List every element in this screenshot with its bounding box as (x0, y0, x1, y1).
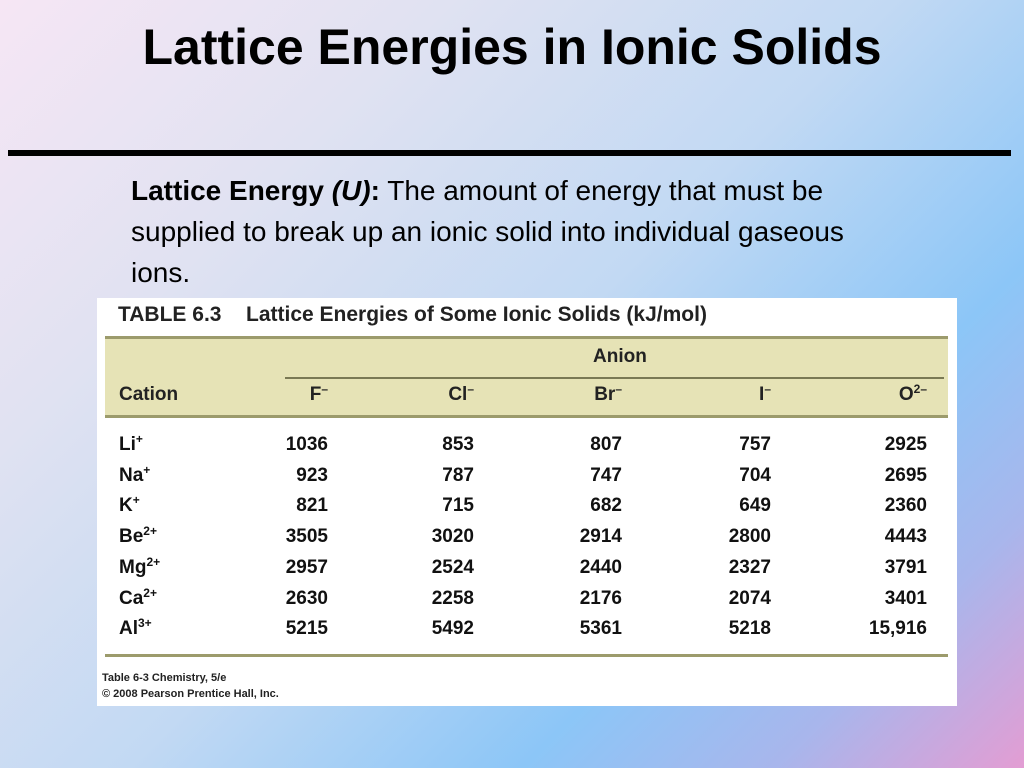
table-row (97, 434, 957, 464)
definition-term: Lattice Energy (131, 175, 332, 206)
anion-column-header (414, 384, 474, 406)
table-row (97, 618, 957, 648)
cation-cell (119, 462, 151, 487)
lattice-energy-cell: 715 (442, 495, 474, 517)
definition-body: The amount of energy that must be supplied to break up an ionic solid into individual gaseous ions. (131, 175, 844, 288)
lattice-energy-cell: 853 (442, 434, 474, 455)
lattice-energy-cell: 821 (296, 495, 328, 517)
cation-symbol: K (119, 495, 133, 517)
lattice-energy-cell: 2524 (431, 556, 474, 578)
anion-column-header (562, 384, 622, 406)
lattice-energy-cell: 682 (590, 495, 622, 517)
cation-symbol: Mg (119, 556, 147, 578)
definition-symbol: (U) (331, 175, 371, 206)
anion-symbol: Br (594, 384, 616, 405)
table-bottom-rule (105, 654, 948, 657)
cation-charge: + (132, 493, 140, 508)
cation-cell (119, 495, 140, 517)
cation-charge: 2+ (146, 554, 161, 569)
lattice-energy-cell: 4443 (884, 526, 927, 548)
lattice-energy-cell: 3791 (884, 556, 927, 578)
cation-charge: 3+ (138, 616, 152, 631)
lattice-energy-cell: 2957 (285, 556, 328, 578)
lattice-energy-cell: 2074 (728, 587, 771, 609)
lattice-energy-cell: 923 (296, 464, 328, 486)
lattice-energy-cell: 2360 (884, 495, 927, 517)
lattice-energy-cell: 5361 (579, 618, 622, 640)
lattice-energy-cell: 1036 (285, 434, 328, 455)
cation-cell (119, 618, 152, 640)
cation-charge: + (135, 432, 143, 446)
lattice-energy-cell: 5492 (431, 618, 474, 640)
lattice-energy-cell: 3505 (285, 526, 328, 548)
table-credit-line1: Table 6-3 Chemistry, 5/e (102, 672, 227, 684)
lattice-energy-cell: 704 (739, 464, 771, 486)
lattice-energy-cell: 3020 (431, 526, 474, 548)
cation-charge: 2+ (143, 585, 157, 600)
definition-text (131, 170, 871, 293)
lattice-energy-cell: 2800 (728, 526, 771, 548)
table-credit-line2: © 2008 Pearson Prentice Hall, Inc. (102, 688, 279, 700)
cation-symbol: Na (119, 464, 144, 486)
cation-header: Cation (119, 384, 179, 405)
table-caption (118, 303, 707, 327)
anion-column-header (268, 384, 328, 406)
lattice-energy-cell: 2630 (285, 587, 328, 609)
lattice-energy-cell: 5215 (285, 618, 328, 640)
lattice-energy-cell: 787 (442, 464, 474, 486)
table-row (97, 585, 957, 618)
table-row (97, 526, 957, 556)
lattice-energy-table (97, 298, 957, 706)
anion-symbol: O (898, 384, 914, 405)
cation-symbol: Al (119, 618, 138, 640)
cation-cell (119, 554, 161, 579)
cation-cell (119, 434, 143, 456)
lattice-energy-cell: 2327 (728, 556, 771, 578)
anion-charge: – (764, 382, 771, 396)
lattice-energy-cell: 2176 (579, 587, 622, 609)
lattice-energy-cell: 2440 (579, 556, 622, 578)
lattice-energy-cell: 3401 (884, 587, 927, 609)
anion-header-rule (285, 377, 944, 379)
cation-symbol: Ca (119, 587, 144, 609)
lattice-energy-cell: 747 (590, 464, 622, 486)
slide-title: Lattice Energies in Ionic Solids (142, 19, 882, 75)
title-divider (8, 150, 1011, 156)
lattice-energy-cell: 2258 (431, 587, 474, 609)
lattice-energy-cell: 807 (590, 434, 622, 455)
cation-charge: 2+ (143, 524, 157, 539)
table-title: Lattice Energies of Some Ionic Solids (kJ/mol) (246, 303, 707, 326)
lattice-energy-cell: 649 (739, 495, 771, 517)
lattice-energy-cell: 757 (739, 434, 771, 455)
anion-charge: – (467, 382, 474, 396)
cation-cell (119, 585, 157, 610)
table-number: TABLE 6.3 (118, 303, 222, 326)
cation-cell (119, 526, 157, 548)
lattice-energy-cell: 2914 (579, 526, 622, 548)
anion-column-header (711, 384, 771, 406)
definition-colon: : (370, 175, 380, 206)
cation-charge: + (143, 462, 151, 477)
anion-column-header (867, 384, 927, 406)
anion-charge: – (321, 382, 328, 396)
lattice-energy-cell: 5218 (728, 618, 771, 640)
table-row (97, 554, 957, 587)
anion-charge: – (615, 382, 622, 396)
table-row (97, 495, 957, 525)
anion-header: Anion (593, 346, 647, 367)
lattice-energy-cell: 2695 (884, 464, 927, 486)
anion-symbol: I (759, 384, 765, 405)
anion-symbol: F (309, 384, 322, 405)
cation-symbol: Li (119, 434, 136, 455)
anion-symbol: Cl (448, 384, 468, 405)
lattice-energy-cell: 15,916 (868, 618, 927, 640)
anion-charge: 2– (913, 382, 927, 396)
cation-symbol: Be (119, 526, 144, 548)
lattice-energy-cell: 2925 (884, 434, 927, 455)
table-row (97, 462, 957, 495)
